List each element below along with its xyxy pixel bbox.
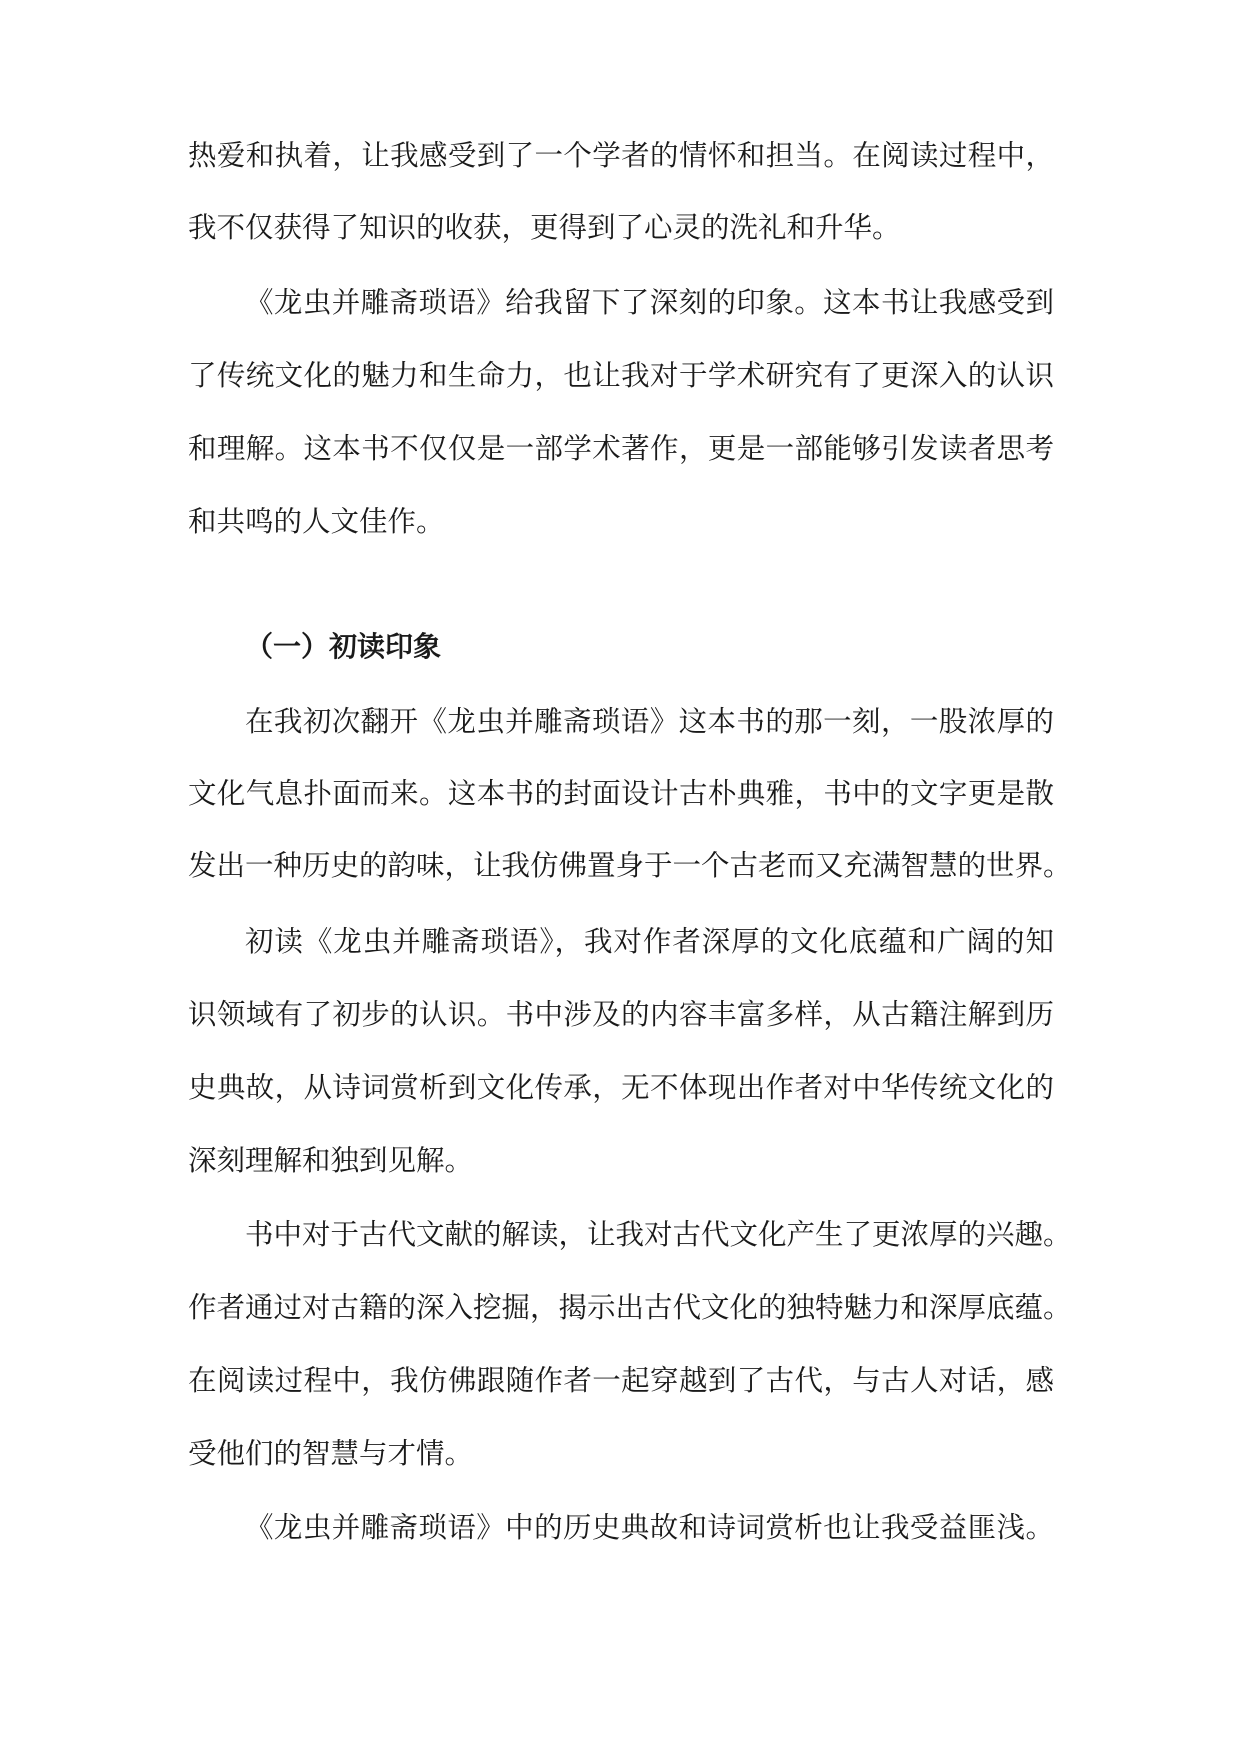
paragraph-5-line-4: 受他们的智慧与才情。 [188,1437,474,1470]
paragraph-5-line-1: 书中对于古代文献的解读，让我对古代文化产生了更浓厚的兴趣。 [245,1218,1072,1251]
paragraph-6-line-1: 《龙虫并雕斋琐语》中的历史典故和诗词赏析也让我受益匪浅。 [245,1511,1054,1544]
paragraph-2-line-1: 《龙虫并雕斋琐语》给我留下了深刻的印象。这本书让我感受到 [245,286,1054,319]
paragraph-3-line-2: 文化气息扑面而来。这本书的封面设计古朴典雅，书中的文字更是散 [188,777,1054,810]
paragraph-5-line-3: 在阅读过程中，我仿佛跟随作者一起穿越到了古代，与古人对话，感 [188,1364,1054,1397]
paragraph-4-line-4: 深刻理解和独到见解。 [188,1144,474,1177]
paragraph-2-line-3: 和理解。这本书不仅仅是一部学术著作，更是一部能够引发读者思考 [188,432,1054,465]
paragraph-5-line-2: 作者通过对古籍的深入挖掘，揭示出古代文化的独特魅力和深厚底蕴。 [188,1291,1072,1324]
paragraph-1-line-2: 我不仅获得了知识的收获，更得到了心灵的洗礼和升华。 [188,211,901,244]
paragraph-1-line-1: 热爱和执着，让我感受到了一个学者的情怀和担当。在阅读过程中， [188,139,1054,172]
paragraph-4-line-3: 史典故，从诗词赏析到文化传承，无不体现出作者对中华传统文化的 [188,1071,1054,1104]
paragraph-4-line-1: 初读《龙虫并雕斋琐语》，我对作者深厚的文化底蕴和广阔的知 [245,925,1054,958]
section-heading: （一）初读印象 [245,630,442,663]
paragraph-2-line-4: 和共鸣的人文佳作。 [188,505,445,538]
paragraph-3-line-3: 发出一种历史的韵味，让我仿佛置身于一个古老而又充满智慧的世界。 [188,849,1072,882]
paragraph-3-line-1: 在我初次翻开《龙虫并雕斋琐语》这本书的那一刻，一股浓厚的 [245,705,1054,738]
paragraph-2-line-2: 了传统文化的魅力和生命力，也让我对于学术研究有了更深入的认识 [188,359,1054,392]
paragraph-4-line-2: 识领域有了初步的认识。书中涉及的内容丰富多样，从古籍注解到历 [188,998,1054,1031]
